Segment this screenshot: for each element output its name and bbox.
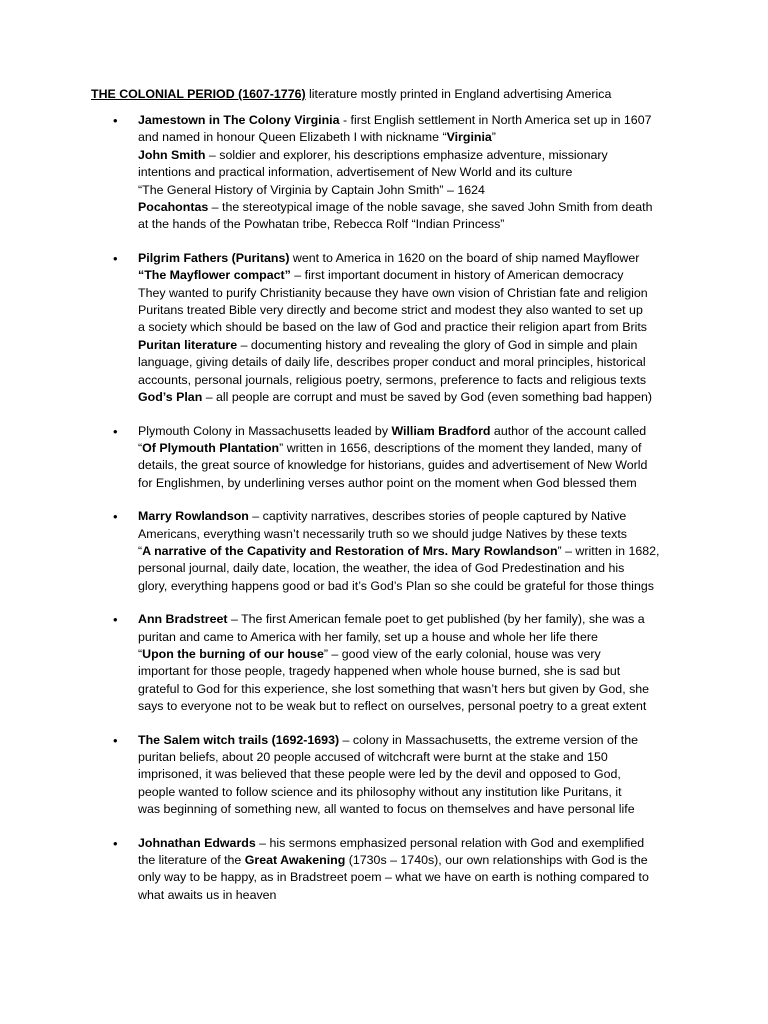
bold-text: Of Plymouth Plantation bbox=[142, 440, 280, 455]
text-run: – the stereotypical image of the noble savage, she saved John Smith from death bbox=[208, 200, 653, 215]
list-item bbox=[0, 835, 683, 905]
text-line bbox=[138, 302, 683, 319]
text-run: Puritans treated Bible very directly and become strict and modest they also wanted to set up bbox=[138, 303, 643, 318]
bold-text: Pocahontas bbox=[138, 200, 209, 215]
text-run: details, the great source of knowledge for historians, guides and advertisement of New World bbox=[138, 458, 648, 473]
bullet-icon: • bbox=[113, 732, 118, 748]
text-line bbox=[138, 372, 683, 389]
list-item bbox=[0, 112, 683, 234]
bold-text: Ann Bradstreet bbox=[138, 612, 228, 627]
text-run: – captivity narratives, describes stories of people captured by Native bbox=[248, 509, 627, 524]
text-line bbox=[138, 250, 683, 267]
text-line bbox=[138, 629, 683, 646]
bullet-icon: • bbox=[113, 509, 118, 525]
heading-rest: literature mostly printed in England advertising America bbox=[305, 87, 612, 101]
text-line bbox=[138, 611, 683, 628]
bold-text: “The Mayflower compact” bbox=[138, 268, 291, 283]
text-line bbox=[138, 216, 683, 233]
text-run: imprisoned, it was believed that these people were led by the devil and opposed to God, bbox=[138, 767, 621, 782]
text-line bbox=[138, 389, 683, 406]
text-run: important for those people, tragedy happened when whole house burned, she is sad but bbox=[138, 664, 621, 679]
text-run: ” written in 1656, descriptions of the moment they landed, many of bbox=[279, 440, 642, 455]
text-run: – soldier and explorer, his descriptions emphasize adventure, missionary bbox=[205, 147, 608, 162]
list-item bbox=[0, 508, 683, 595]
bold-text: Marry Rowlandson bbox=[138, 509, 249, 524]
text-line bbox=[138, 578, 683, 595]
text-run: for Englishmen, by underlining verses author point on the moment when God blessed them bbox=[138, 475, 637, 490]
text-line bbox=[138, 267, 683, 284]
text-run: ” bbox=[491, 130, 496, 145]
text-run: “ bbox=[138, 646, 143, 661]
bold-text: Puritan literature bbox=[138, 337, 238, 352]
text-line bbox=[138, 112, 683, 129]
text-line bbox=[138, 440, 683, 457]
text-run: people wanted to follow science and its philosophy without any institution like Puritans, it bbox=[138, 784, 622, 799]
text-run: grateful to God for this experience, she lost something that wasn’t hers but given by God, she bbox=[138, 681, 650, 696]
bold-text: John Smith bbox=[138, 147, 206, 162]
text-run: – his sermons emphasized personal relation with God and exemplified bbox=[255, 835, 645, 850]
list-item bbox=[0, 423, 683, 493]
text-run: They wanted to purify Christianity because they have own vision of Christian fate and religion bbox=[138, 285, 648, 300]
text-run: says to everyone not to be weak but to reflect on ourselves, personal poetry to a great extent bbox=[138, 699, 647, 714]
bold-text: Great Awakening bbox=[244, 853, 346, 868]
text-run: at the hands of the Powhatan tribe, Rebecca Rolf “Indian Princess” bbox=[138, 217, 505, 232]
bold-text: God’s Plan bbox=[138, 390, 203, 405]
text-run: the literature of the bbox=[138, 853, 245, 868]
bold-text: Pilgrim Fathers (Puritans) bbox=[138, 250, 290, 265]
text-run: language, giving details of daily life, describes proper conduct and moral principles, historical bbox=[138, 355, 646, 370]
text-line bbox=[138, 182, 683, 199]
text-run: author of the account called bbox=[490, 423, 647, 438]
text-run: – colony in Massachusetts, the extreme version of the bbox=[339, 732, 639, 747]
text-run: – documenting history and revealing the glory of God in simple and plain bbox=[237, 337, 638, 352]
text-line bbox=[138, 560, 683, 577]
text-run: only way to be happy, as in Bradstreet poem – what we have on earth is nothing compared to bbox=[138, 870, 649, 885]
text-line bbox=[138, 526, 683, 543]
text-line bbox=[138, 681, 683, 698]
text-line bbox=[138, 285, 683, 302]
text-line bbox=[138, 508, 683, 525]
bold-text: Virginia bbox=[446, 130, 492, 145]
text-run: “ bbox=[138, 543, 143, 558]
text-line bbox=[138, 852, 683, 869]
bold-text: William Bradford bbox=[391, 423, 491, 438]
bold-text: Jamestown in The Colony Virginia bbox=[138, 113, 340, 127]
text-line bbox=[138, 869, 683, 886]
text-line bbox=[138, 337, 683, 354]
bold-text: Upon the burning of our house bbox=[142, 646, 324, 661]
bullet-icon: • bbox=[113, 250, 118, 266]
text-run: – first important document in history of American democracy bbox=[290, 268, 624, 283]
text-run: ” – good view of the early colonial, house was very bbox=[323, 646, 601, 661]
text-line bbox=[138, 887, 683, 904]
bullet-list bbox=[0, 112, 768, 920]
text-line bbox=[138, 749, 683, 766]
bullet-icon: • bbox=[113, 612, 118, 628]
text-run: – all people are corrupt and must be saved by God (even something bad happen) bbox=[202, 390, 653, 405]
bullet-icon: • bbox=[113, 835, 118, 851]
text-line bbox=[138, 354, 683, 371]
text-run: a society which should be based on the law of God and practice their religion apart from Brits bbox=[138, 320, 647, 335]
text-line bbox=[138, 646, 683, 663]
text-line bbox=[138, 475, 683, 492]
text-line bbox=[138, 457, 683, 474]
text-run: Plymouth Colony in Massachusetts leaded by bbox=[138, 423, 392, 438]
text-run: glory, everything happens good or bad it’s God’s Plan so she could be grateful for those things bbox=[138, 578, 654, 593]
text-run: intentions and practical information, advertisement of New World and its culture bbox=[138, 165, 573, 180]
text-line bbox=[138, 319, 683, 336]
bold-text: Johnathan Edwards bbox=[138, 835, 256, 850]
text-line bbox=[138, 423, 683, 440]
text-run: – The first American female poet to get published (by her family), she was a bbox=[227, 612, 645, 627]
text-run: - first English settlement in North America set up in 1607 bbox=[339, 113, 652, 127]
text-run: and named in honour Queen Elizabeth I with nickname “ bbox=[138, 130, 447, 145]
text-line bbox=[138, 784, 683, 801]
text-line bbox=[138, 199, 683, 216]
list-item bbox=[0, 732, 683, 819]
text-run: (1730s – 1740s), our own relationships with God is the bbox=[345, 853, 648, 868]
text-run: ” – written in 1682, bbox=[557, 543, 660, 558]
text-run: what awaits us in heaven bbox=[138, 887, 277, 902]
text-run: personal journal, daily date, location, the weather, the idea of God Predestination and his bbox=[138, 561, 625, 576]
bullet-icon: • bbox=[113, 423, 118, 439]
text-line bbox=[138, 147, 683, 164]
bullet-icon: • bbox=[113, 113, 118, 128]
list-item bbox=[0, 611, 683, 715]
text-run: Americans, everything wasn’t necessarily truth so we should judge Natives by these texts bbox=[138, 526, 627, 541]
bold-text: The Salem witch trails (1692-1693) bbox=[138, 732, 340, 747]
text-line bbox=[138, 766, 683, 783]
text-run: was beginning of something new, all wanted to focus on themselves and have personal life bbox=[138, 802, 635, 817]
text-run: accounts, personal journals, religious poetry, sermons, preference to facts and religious texts bbox=[138, 372, 647, 387]
text-run: puritan and came to America with her family, set up a house and whole her life there bbox=[138, 629, 598, 644]
page-heading bbox=[91, 86, 611, 103]
text-line bbox=[138, 129, 683, 146]
heading-title: THE COLONIAL PERIOD (1607-1776) bbox=[91, 87, 306, 101]
bold-text: A narrative of the Capativity and Restoration of Mrs. Mary Rowlandson bbox=[142, 543, 558, 558]
text-line bbox=[138, 698, 683, 715]
text-run: puritan beliefs, about 20 people accused of witchcraft were burnt at the stake and 150 bbox=[138, 750, 608, 764]
text-run: went to America in 1620 on the board of ship named Mayflower bbox=[289, 250, 640, 265]
text-line bbox=[138, 164, 683, 181]
text-run: “The General History of Virginia by Captain John Smith” – 1624 bbox=[138, 182, 485, 197]
text-line bbox=[138, 543, 683, 560]
list-item bbox=[0, 250, 683, 407]
text-line bbox=[138, 663, 683, 680]
text-run: “ bbox=[138, 440, 143, 455]
text-line bbox=[138, 732, 683, 749]
text-line bbox=[138, 801, 683, 818]
text-line bbox=[138, 835, 683, 852]
